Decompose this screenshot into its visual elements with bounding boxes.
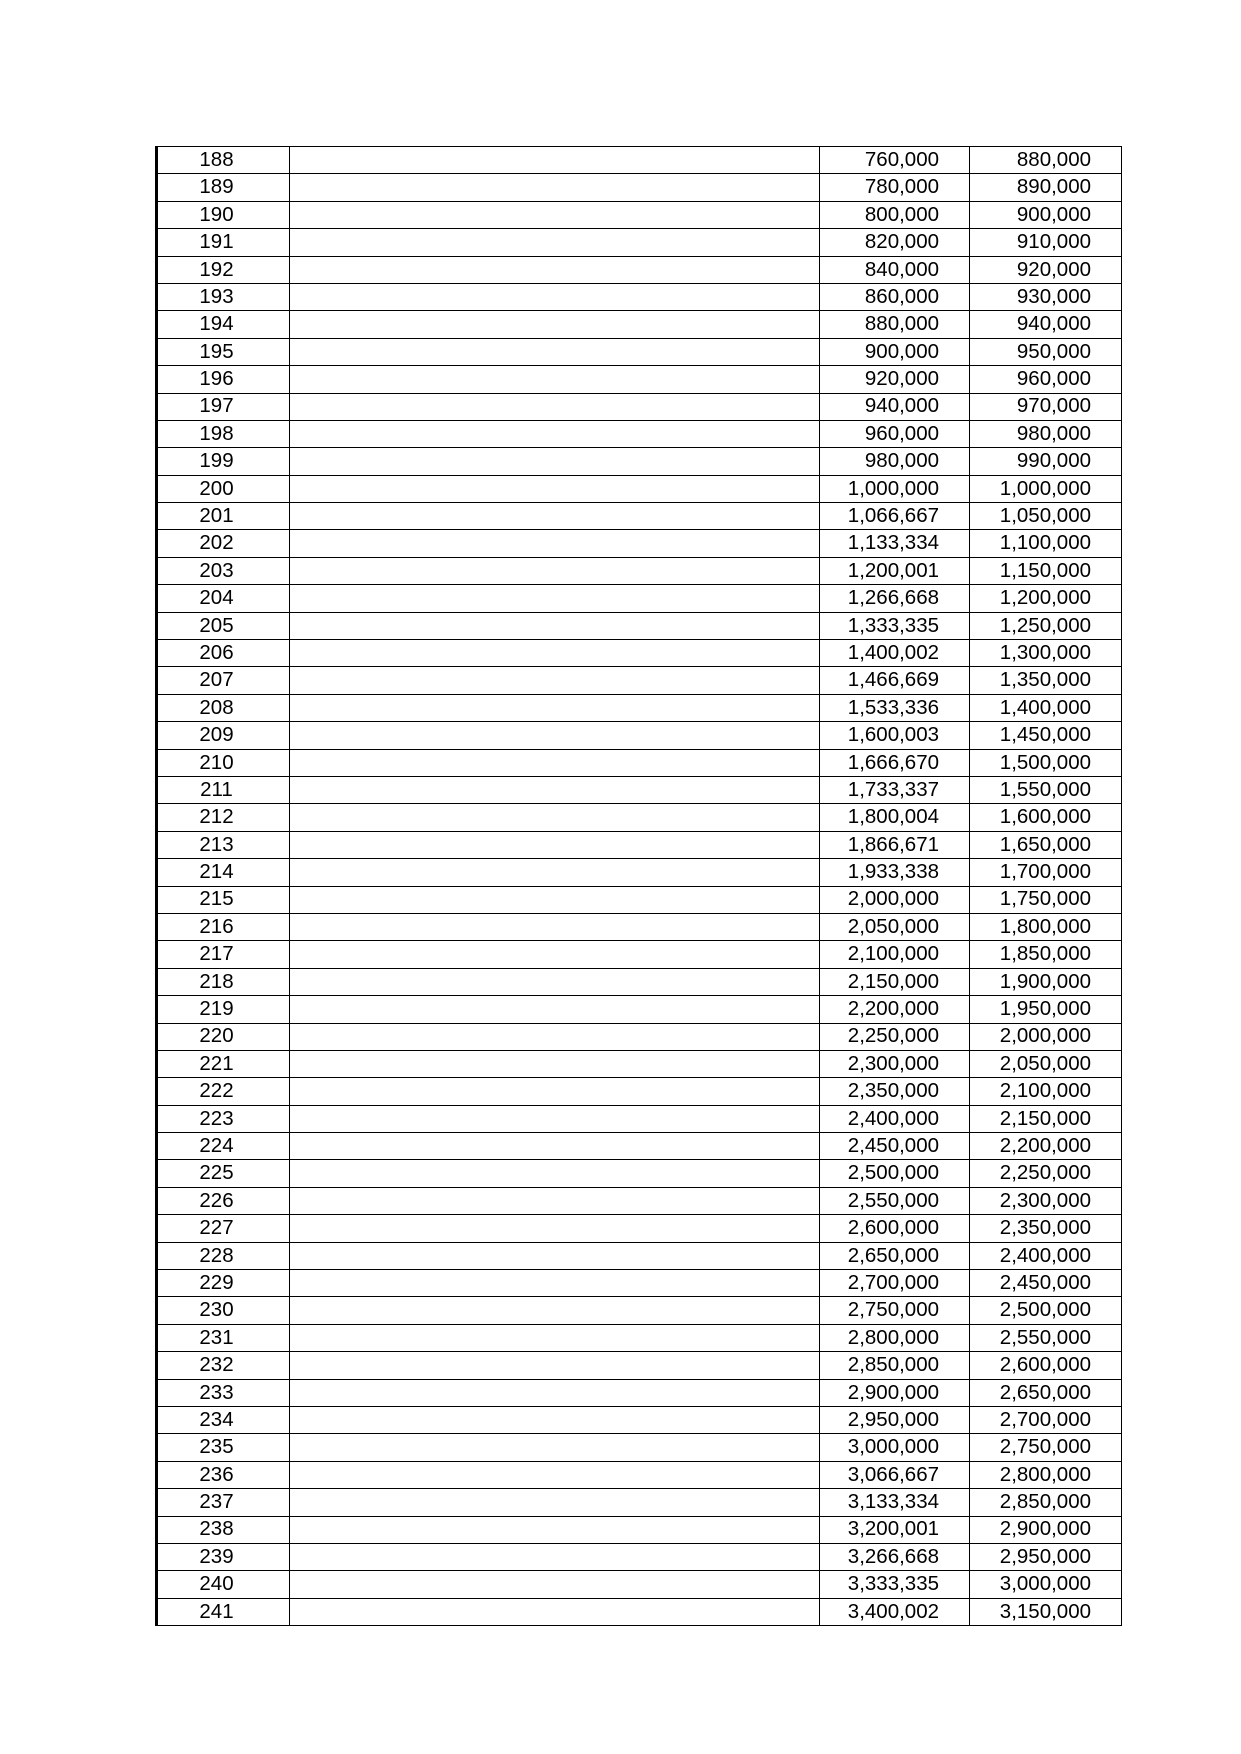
value-b-cell: 2,850,000: [970, 1489, 1122, 1516]
value-a-cell: 2,400,000: [820, 1105, 970, 1132]
row-number-cell: 205: [157, 612, 290, 639]
value-a-cell: 1,733,337: [820, 776, 970, 803]
row-number-cell: 227: [157, 1215, 290, 1242]
value-a-cell: 2,500,000: [820, 1160, 970, 1187]
description-cell: [290, 1297, 820, 1324]
table-row: [157, 1160, 1122, 1187]
row-number-cell: 237: [157, 1489, 290, 1516]
row-number-cell: 198: [157, 420, 290, 447]
value-a-cell: 3,333,335: [820, 1571, 970, 1598]
table-row: [157, 393, 1122, 420]
value-b-cell: 1,650,000: [970, 831, 1122, 858]
row-number-cell: 204: [157, 585, 290, 612]
row-number-cell: 202: [157, 530, 290, 557]
description-cell: [290, 338, 820, 365]
table-row: [157, 201, 1122, 228]
table-row: [157, 694, 1122, 721]
value-a-cell: 3,066,667: [820, 1461, 970, 1488]
value-a-cell: 1,400,002: [820, 640, 970, 667]
table-row: [157, 1050, 1122, 1077]
description-cell: [290, 283, 820, 310]
row-number-cell: 191: [157, 229, 290, 256]
row-number-cell: 240: [157, 1571, 290, 1598]
data-table-body: [157, 147, 1122, 1626]
description-cell: [290, 1270, 820, 1297]
value-a-cell: 1,066,667: [820, 503, 970, 530]
value-a-cell: 1,200,001: [820, 557, 970, 584]
table-row: [157, 667, 1122, 694]
row-number-cell: 206: [157, 640, 290, 667]
value-b-cell: 1,800,000: [970, 913, 1122, 940]
value-b-cell: 920,000: [970, 256, 1122, 283]
description-cell: [290, 1461, 820, 1488]
row-number-cell: 229: [157, 1270, 290, 1297]
description-cell: [290, 503, 820, 530]
table-row: [157, 1543, 1122, 1570]
value-b-cell: 2,150,000: [970, 1105, 1122, 1132]
description-cell: [290, 1133, 820, 1160]
row-number-cell: 217: [157, 941, 290, 968]
value-b-cell: 2,700,000: [970, 1406, 1122, 1433]
row-number-cell: 222: [157, 1078, 290, 1105]
description-cell: [290, 1050, 820, 1077]
value-b-cell: 2,800,000: [970, 1461, 1122, 1488]
table-row: [157, 722, 1122, 749]
row-number-cell: 196: [157, 366, 290, 393]
description-cell: [290, 667, 820, 694]
table-row: [157, 941, 1122, 968]
description-cell: [290, 1215, 820, 1242]
table-row: [157, 1023, 1122, 1050]
table-row: [157, 749, 1122, 776]
row-number-cell: 233: [157, 1379, 290, 1406]
value-b-cell: 2,350,000: [970, 1215, 1122, 1242]
value-b-cell: 1,000,000: [970, 475, 1122, 502]
description-cell: [290, 776, 820, 803]
value-b-cell: 990,000: [970, 448, 1122, 475]
value-a-cell: 920,000: [820, 366, 970, 393]
value-a-cell: 1,000,000: [820, 475, 970, 502]
value-b-cell: 970,000: [970, 393, 1122, 420]
description-cell: [290, 229, 820, 256]
table-row: [157, 1352, 1122, 1379]
row-number-cell: 193: [157, 283, 290, 310]
value-b-cell: 1,150,000: [970, 557, 1122, 584]
description-cell: [290, 612, 820, 639]
table-row: [157, 1270, 1122, 1297]
value-a-cell: 1,266,668: [820, 585, 970, 612]
value-a-cell: 3,266,668: [820, 1543, 970, 1570]
value-b-cell: 1,700,000: [970, 859, 1122, 886]
table-row: [157, 776, 1122, 803]
description-cell: [290, 366, 820, 393]
table-row: [157, 283, 1122, 310]
row-number-cell: 212: [157, 804, 290, 831]
row-number-cell: 235: [157, 1434, 290, 1461]
data-table: [155, 146, 1122, 1626]
row-number-cell: 208: [157, 694, 290, 721]
value-a-cell: 2,850,000: [820, 1352, 970, 1379]
value-b-cell: 2,550,000: [970, 1324, 1122, 1351]
table-row: [157, 1461, 1122, 1488]
description-cell: [290, 393, 820, 420]
value-b-cell: 960,000: [970, 366, 1122, 393]
row-number-cell: 214: [157, 859, 290, 886]
table-row: [157, 1078, 1122, 1105]
value-a-cell: 3,133,334: [820, 1489, 970, 1516]
table-row: [157, 913, 1122, 940]
table-row: [157, 366, 1122, 393]
row-number-cell: 230: [157, 1297, 290, 1324]
table-row: [157, 886, 1122, 913]
value-a-cell: 2,250,000: [820, 1023, 970, 1050]
row-number-cell: 209: [157, 722, 290, 749]
description-cell: [290, 201, 820, 228]
row-number-cell: 215: [157, 886, 290, 913]
description-cell: [290, 256, 820, 283]
value-b-cell: 2,250,000: [970, 1160, 1122, 1187]
value-b-cell: 1,050,000: [970, 503, 1122, 530]
row-number-cell: 216: [157, 913, 290, 940]
value-b-cell: 1,500,000: [970, 749, 1122, 776]
table-row: [157, 1187, 1122, 1214]
value-b-cell: 1,200,000: [970, 585, 1122, 612]
row-number-cell: 200: [157, 475, 290, 502]
description-cell: [290, 174, 820, 201]
value-a-cell: 2,700,000: [820, 1270, 970, 1297]
value-b-cell: 890,000: [970, 174, 1122, 201]
value-b-cell: 2,650,000: [970, 1379, 1122, 1406]
value-a-cell: 2,350,000: [820, 1078, 970, 1105]
table-row: [157, 338, 1122, 365]
table-row: [157, 1489, 1122, 1516]
description-cell: [290, 1078, 820, 1105]
value-b-cell: 2,950,000: [970, 1543, 1122, 1570]
description-cell: [290, 585, 820, 612]
table-row: [157, 1105, 1122, 1132]
value-b-cell: 1,350,000: [970, 667, 1122, 694]
table-row: [157, 1598, 1122, 1625]
row-number-cell: 194: [157, 311, 290, 338]
description-cell: [290, 1434, 820, 1461]
value-b-cell: 2,100,000: [970, 1078, 1122, 1105]
value-b-cell: 1,300,000: [970, 640, 1122, 667]
value-a-cell: 2,150,000: [820, 968, 970, 995]
row-number-cell: 241: [157, 1598, 290, 1625]
value-a-cell: 1,600,003: [820, 722, 970, 749]
table-row: [157, 256, 1122, 283]
table-row: [157, 1324, 1122, 1351]
row-number-cell: 197: [157, 393, 290, 420]
row-number-cell: 190: [157, 201, 290, 228]
description-cell: [290, 1324, 820, 1351]
table-row: [157, 420, 1122, 447]
value-b-cell: 1,400,000: [970, 694, 1122, 721]
row-number-cell: 189: [157, 174, 290, 201]
row-number-cell: 228: [157, 1242, 290, 1269]
row-number-cell: 203: [157, 557, 290, 584]
description-cell: [290, 1352, 820, 1379]
value-a-cell: 1,533,336: [820, 694, 970, 721]
description-cell: [290, 1598, 820, 1625]
table-row: [157, 530, 1122, 557]
table-row: [157, 1242, 1122, 1269]
value-b-cell: 2,600,000: [970, 1352, 1122, 1379]
value-a-cell: 2,800,000: [820, 1324, 970, 1351]
value-b-cell: 930,000: [970, 283, 1122, 310]
value-b-cell: 950,000: [970, 338, 1122, 365]
row-number-cell: 195: [157, 338, 290, 365]
value-a-cell: 760,000: [820, 147, 970, 174]
table-row: [157, 1434, 1122, 1461]
description-cell: [290, 941, 820, 968]
table-row: [157, 1215, 1122, 1242]
description-cell: [290, 1406, 820, 1433]
value-a-cell: 1,666,670: [820, 749, 970, 776]
value-b-cell: 910,000: [970, 229, 1122, 256]
value-a-cell: 780,000: [820, 174, 970, 201]
value-a-cell: 3,200,001: [820, 1516, 970, 1543]
value-b-cell: 980,000: [970, 420, 1122, 447]
value-b-cell: 2,300,000: [970, 1187, 1122, 1214]
value-b-cell: 2,400,000: [970, 1242, 1122, 1269]
description-cell: [290, 475, 820, 502]
value-b-cell: 2,450,000: [970, 1270, 1122, 1297]
description-cell: [290, 886, 820, 913]
row-number-cell: 234: [157, 1406, 290, 1433]
row-number-cell: 218: [157, 968, 290, 995]
row-number-cell: 221: [157, 1050, 290, 1077]
table-row: [157, 1297, 1122, 1324]
description-cell: [290, 1187, 820, 1214]
description-cell: [290, 1379, 820, 1406]
description-cell: [290, 530, 820, 557]
description-cell: [290, 749, 820, 776]
value-a-cell: 840,000: [820, 256, 970, 283]
table-row: [157, 804, 1122, 831]
table-row: [157, 1571, 1122, 1598]
table-row: [157, 1379, 1122, 1406]
value-a-cell: 2,550,000: [820, 1187, 970, 1214]
table-row: [157, 557, 1122, 584]
row-number-cell: 211: [157, 776, 290, 803]
value-b-cell: 940,000: [970, 311, 1122, 338]
value-a-cell: 1,466,669: [820, 667, 970, 694]
value-a-cell: 1,866,671: [820, 831, 970, 858]
value-a-cell: 3,000,000: [820, 1434, 970, 1461]
value-b-cell: 1,100,000: [970, 530, 1122, 557]
table-row: [157, 229, 1122, 256]
value-a-cell: 2,050,000: [820, 913, 970, 940]
description-cell: [290, 913, 820, 940]
value-a-cell: 820,000: [820, 229, 970, 256]
value-b-cell: 900,000: [970, 201, 1122, 228]
value-a-cell: 3,400,002: [820, 1598, 970, 1625]
description-cell: [290, 1516, 820, 1543]
value-a-cell: 2,950,000: [820, 1406, 970, 1433]
description-cell: [290, 147, 820, 174]
value-b-cell: 1,950,000: [970, 996, 1122, 1023]
table-row: [157, 968, 1122, 995]
row-number-cell: 231: [157, 1324, 290, 1351]
value-b-cell: 2,000,000: [970, 1023, 1122, 1050]
description-cell: [290, 859, 820, 886]
value-b-cell: 1,900,000: [970, 968, 1122, 995]
description-cell: [290, 557, 820, 584]
value-a-cell: 960,000: [820, 420, 970, 447]
value-a-cell: 880,000: [820, 311, 970, 338]
description-cell: [290, 1543, 820, 1570]
value-a-cell: 900,000: [820, 338, 970, 365]
table-row: [157, 996, 1122, 1023]
description-cell: [290, 1105, 820, 1132]
value-a-cell: 2,000,000: [820, 886, 970, 913]
value-b-cell: 1,250,000: [970, 612, 1122, 639]
value-a-cell: 2,600,000: [820, 1215, 970, 1242]
value-b-cell: 3,150,000: [970, 1598, 1122, 1625]
description-cell: [290, 448, 820, 475]
description-cell: [290, 694, 820, 721]
table-row: [157, 448, 1122, 475]
value-a-cell: 980,000: [820, 448, 970, 475]
value-b-cell: 880,000: [970, 147, 1122, 174]
row-number-cell: 188: [157, 147, 290, 174]
row-number-cell: 232: [157, 1352, 290, 1379]
value-a-cell: 860,000: [820, 283, 970, 310]
table-row: [157, 147, 1122, 174]
row-number-cell: 239: [157, 1543, 290, 1570]
value-a-cell: 1,133,334: [820, 530, 970, 557]
row-number-cell: 192: [157, 256, 290, 283]
value-b-cell: 3,000,000: [970, 1571, 1122, 1598]
table-row: [157, 585, 1122, 612]
description-cell: [290, 1489, 820, 1516]
table-row: [157, 1516, 1122, 1543]
description-cell: [290, 1571, 820, 1598]
row-number-cell: 236: [157, 1461, 290, 1488]
row-number-cell: 207: [157, 667, 290, 694]
value-b-cell: 2,050,000: [970, 1050, 1122, 1077]
row-number-cell: 210: [157, 749, 290, 776]
row-number-cell: 238: [157, 1516, 290, 1543]
description-cell: [290, 968, 820, 995]
value-b-cell: 1,850,000: [970, 941, 1122, 968]
description-cell: [290, 722, 820, 749]
value-a-cell: 2,100,000: [820, 941, 970, 968]
row-number-cell: 201: [157, 503, 290, 530]
value-b-cell: 2,500,000: [970, 1297, 1122, 1324]
table-row: [157, 640, 1122, 667]
value-b-cell: 2,200,000: [970, 1133, 1122, 1160]
value-a-cell: 2,900,000: [820, 1379, 970, 1406]
value-b-cell: 2,900,000: [970, 1516, 1122, 1543]
value-a-cell: 1,800,004: [820, 804, 970, 831]
row-number-cell: 224: [157, 1133, 290, 1160]
description-cell: [290, 1160, 820, 1187]
value-a-cell: 2,650,000: [820, 1242, 970, 1269]
row-number-cell: 226: [157, 1187, 290, 1214]
value-a-cell: 1,933,338: [820, 859, 970, 886]
value-b-cell: 1,550,000: [970, 776, 1122, 803]
description-cell: [290, 1023, 820, 1050]
table-row: [157, 503, 1122, 530]
description-cell: [290, 996, 820, 1023]
table-row: [157, 1133, 1122, 1160]
row-number-cell: 219: [157, 996, 290, 1023]
value-b-cell: 1,450,000: [970, 722, 1122, 749]
row-number-cell: 220: [157, 1023, 290, 1050]
table-row: [157, 174, 1122, 201]
row-number-cell: 213: [157, 831, 290, 858]
value-b-cell: 1,750,000: [970, 886, 1122, 913]
row-number-cell: 199: [157, 448, 290, 475]
row-number-cell: 223: [157, 1105, 290, 1132]
description-cell: [290, 1242, 820, 1269]
description-cell: [290, 640, 820, 667]
table-row: [157, 859, 1122, 886]
table-row: [157, 311, 1122, 338]
value-b-cell: 2,750,000: [970, 1434, 1122, 1461]
description-cell: [290, 804, 820, 831]
value-a-cell: 2,200,000: [820, 996, 970, 1023]
value-a-cell: 940,000: [820, 393, 970, 420]
row-number-cell: 225: [157, 1160, 290, 1187]
value-a-cell: 2,300,000: [820, 1050, 970, 1077]
description-cell: [290, 831, 820, 858]
value-a-cell: 2,750,000: [820, 1297, 970, 1324]
table-row: [157, 612, 1122, 639]
value-a-cell: 2,450,000: [820, 1133, 970, 1160]
table-row: [157, 1406, 1122, 1433]
value-b-cell: 1,600,000: [970, 804, 1122, 831]
description-cell: [290, 311, 820, 338]
table-row: [157, 831, 1122, 858]
value-a-cell: 800,000: [820, 201, 970, 228]
description-cell: [290, 420, 820, 447]
value-a-cell: 1,333,335: [820, 612, 970, 639]
table-row: [157, 475, 1122, 502]
